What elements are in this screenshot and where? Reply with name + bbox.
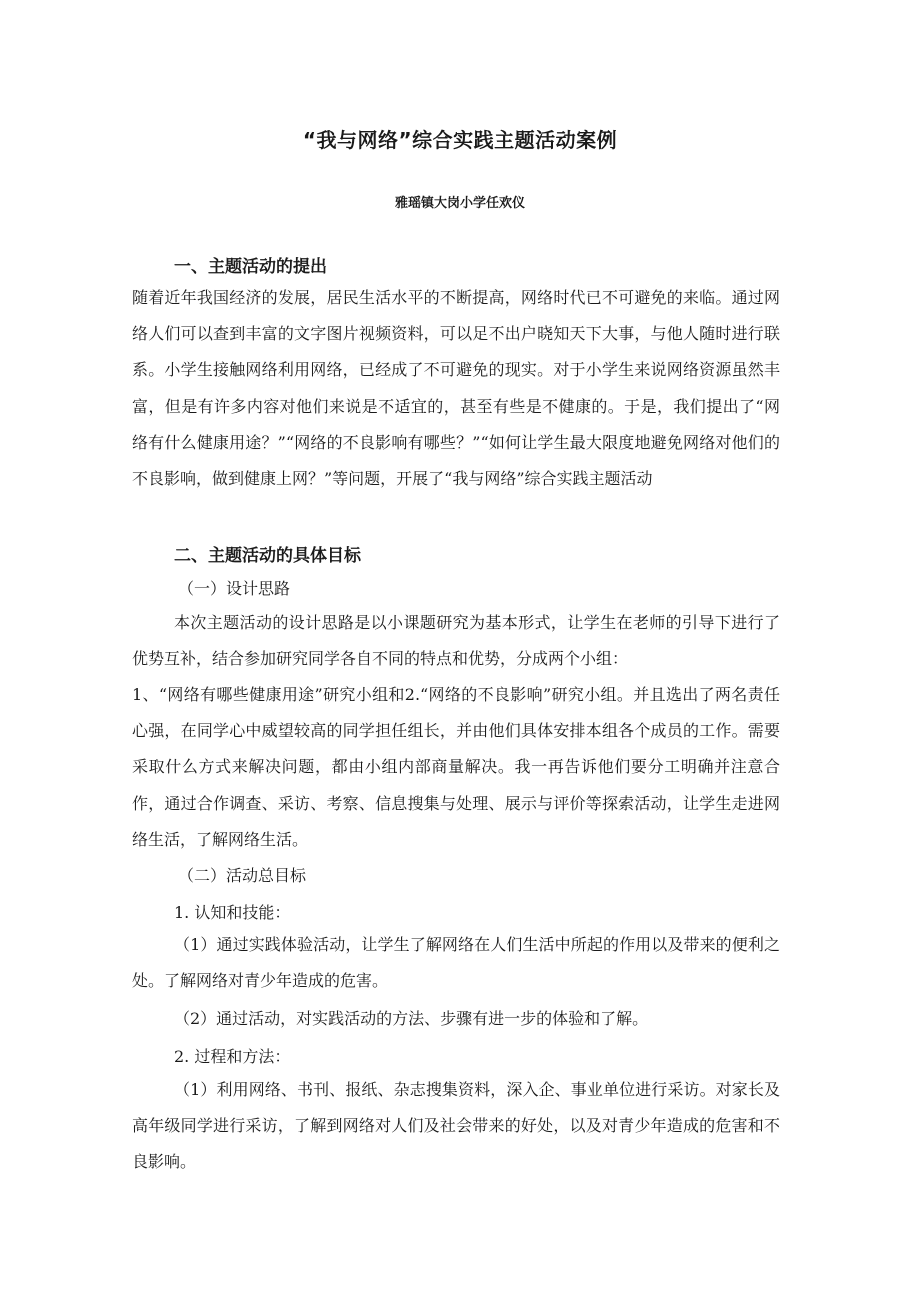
goal-2-item-1: （1）利用网络、书刊、报纸、杂志搜集资料，深入企、事业单位进行采访。对家长及高年级同学进行采访，了解到网络对人们及社会带来的好处，以及对青少年造成的危害和不良影响。 — [132, 1080, 780, 1172]
design-paragraph-2: 1、“网络有哪些健康用途”研究小组和2.“网络的不良影响”研究小组。并且选出了两名责任心强，在同学心中威望较高的同学担任组长，并由他们具体安排本组各个成员的工作。需要采取什么方式来解决问题，都由小组内部商量解决。我一再告诉他们要分工明确并注意合作，通过合作调查、采访、考察、信息搜集与处理、展示与评价等探索活动，让学生走进网络生活，了解网络生活。 — [132, 685, 780, 849]
document-title: “我与网络”综合实践主题活动案例 — [302, 128, 618, 152]
goal-2-heading: 2. 过程和方法： — [174, 1047, 291, 1066]
section-1-paragraph: 随着近年我国经济的发展，居民生活水平的不断提高，网络时代已不可避免的来临。通过网络人们可以查到丰富的文字图片视频资料，可以足不出户晓知天下大事，与他人随时进行联系。小学生接触网络利用网络，已经成了不可避免的现实。对于小学生来说网络资源虽然丰富，但是有许多内容对他们来说是不适宜的，甚至有些是不健康的。于是，我们提出了“网络有什么健康用途？”“网络的不良影响有哪些？”“如何让学生最大限度地避免网络对他们的不良影响，做到健康上网？”等问题，开展了“我与网络”综合实践主题活动 — [132, 288, 780, 489]
goal-1-item-2: （2）通过活动，对实践活动的方法、步骤有进一步的体验和了解。 — [174, 1009, 649, 1028]
section-heading-2: 二、主题活动的具体目标 — [174, 546, 361, 566]
subsection-heading-design: （一）设计思路 — [178, 579, 291, 598]
goal-1-item-1: （1）通过实践体验活动，让学生了解网络在人们生活中所起的作用以及带来的便利之处。了解网络对青少年造成的危害。 — [132, 935, 780, 991]
goal-1-heading: 1. 认知和技能： — [174, 903, 291, 922]
subsection-heading-goals: （二）活动总目标 — [178, 866, 307, 885]
section-heading-1: 一、主题活动的提出 — [174, 257, 327, 277]
design-paragraph-1: 本次主题活动的设计思路是以小课题研究为基本形式，让学生在老师的引导下进行了优势互补，结合参加研究同学各自不同的特点和优势，分成两个小组： — [132, 613, 780, 669]
document-author: 雅瑶镇大岗小学任欢仪 — [394, 196, 525, 211]
